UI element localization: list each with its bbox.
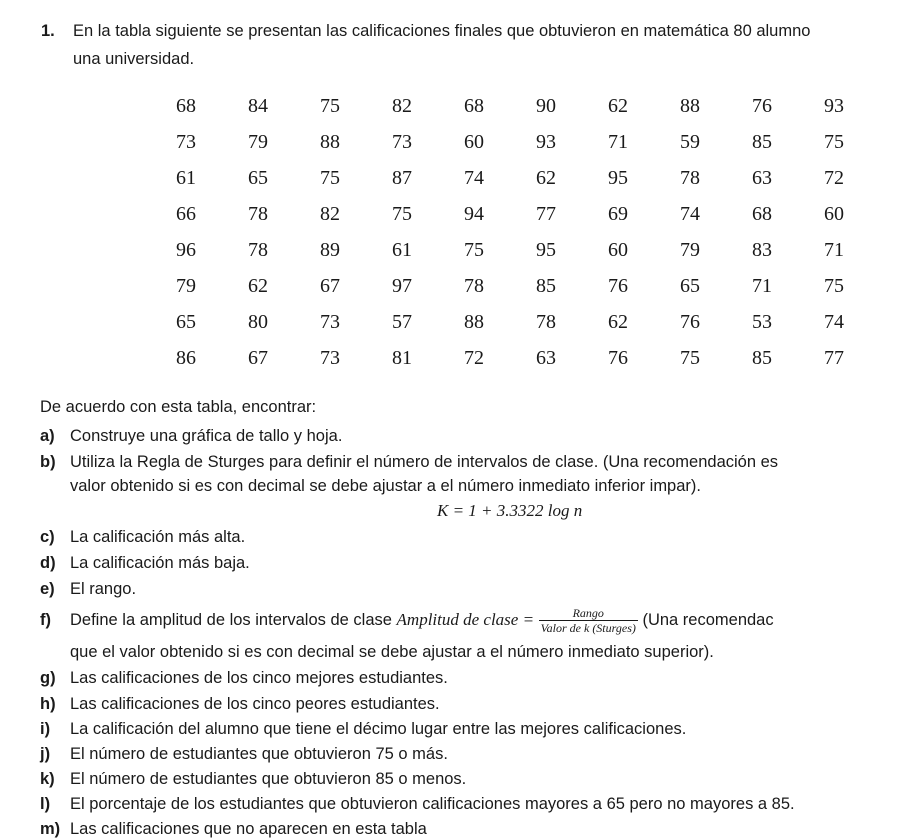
item-e-label: e) <box>40 580 55 598</box>
grade-cell: 74 <box>824 311 844 333</box>
grade-cell: 74 <box>680 203 700 225</box>
question-text-line2: una universidad. <box>73 50 195 68</box>
grade-cell: 73 <box>320 311 340 333</box>
item-a-label: a) <box>40 427 55 445</box>
grade-cell: 97 <box>392 275 412 297</box>
grade-cell: 61 <box>176 167 196 189</box>
grade-cell: 83 <box>752 239 772 261</box>
grade-cell: 93 <box>536 131 556 153</box>
instructions-intro: De acuerdo con esta tabla, encontrar: <box>40 398 317 416</box>
grade-cell: 80 <box>248 311 268 333</box>
item-g <box>40 669 448 688</box>
item-k <box>40 770 466 789</box>
item-h-label: h) <box>40 695 56 713</box>
grade-cell: 74 <box>464 167 484 189</box>
grade-cell: 57 <box>392 311 412 333</box>
grade-cell: 65 <box>248 167 268 189</box>
grade-cell: 87 <box>392 167 412 189</box>
grade-cell: 62 <box>608 311 628 333</box>
grades-row <box>150 196 870 232</box>
grade-cell: 75 <box>320 167 340 189</box>
grade-cell: 76 <box>680 311 700 333</box>
item-d-label: d) <box>40 554 56 572</box>
grade-cell: 79 <box>248 131 268 153</box>
grade-cell: 62 <box>248 275 268 297</box>
grades-row <box>150 340 870 376</box>
grade-cell: 68 <box>464 95 484 117</box>
grade-cell: 89 <box>320 239 340 261</box>
question-text-line1: En la tabla siguiente se presentan las calificaciones finales que obtuvieron en matemática 80 alumno <box>73 22 811 40</box>
grade-cell: 71 <box>752 275 772 297</box>
grade-cell: 75 <box>320 95 340 117</box>
sturges-formula: K = 1 + 3.3322 log n <box>437 501 583 520</box>
grade-cell: 86 <box>176 347 196 369</box>
grade-cell: 75 <box>824 275 844 297</box>
grade-cell: 96 <box>176 239 196 261</box>
item-d-text: La calificación más baja. <box>70 554 250 572</box>
grade-cell: 77 <box>824 347 844 369</box>
item-b-label: b) <box>40 453 56 471</box>
grade-cell: 76 <box>608 275 628 297</box>
grade-cell: 75 <box>392 203 412 225</box>
grade-cell: 65 <box>680 275 700 297</box>
item-b-text: Utiliza la Regla de Sturges para definir el número de intervalos de clase. (Una recomendación es <box>70 453 779 471</box>
grade-cell: 78 <box>248 203 268 225</box>
grade-cell: 59 <box>680 131 700 153</box>
grade-cell: 76 <box>752 95 772 117</box>
grade-cell: 94 <box>464 203 484 225</box>
item-a <box>40 427 342 446</box>
item-e <box>40 580 136 599</box>
item-c <box>40 528 245 547</box>
item-f-text: Define la amplitud de los intervalos de clase <box>70 610 392 629</box>
item-l-text: El porcentaje de los estudiantes que obtuvieron calificaciones mayores a 65 pero no mayores a 85. <box>70 795 795 813</box>
grade-cell: 53 <box>752 311 772 333</box>
amplitude-formula-lhs: Amplitud de clase = <box>396 609 535 629</box>
grade-cell: 72 <box>824 167 844 189</box>
grade-cell: 88 <box>320 131 340 153</box>
question-number: 1. <box>41 22 55 40</box>
grade-cell: 79 <box>680 239 700 261</box>
item-k-label: k) <box>40 770 55 788</box>
grade-cell: 62 <box>536 167 556 189</box>
grades-table <box>150 88 870 376</box>
item-f-text-post: (Una recomendac <box>642 610 774 629</box>
grades-row <box>150 268 870 304</box>
item-a-text: Construye una gráfica de tallo y hoja. <box>70 427 343 445</box>
item-d <box>40 554 250 573</box>
item-e-text: El rango. <box>70 580 137 598</box>
grade-cell: 68 <box>752 203 772 225</box>
grade-cell: 76 <box>608 347 628 369</box>
item-j <box>40 745 448 764</box>
grade-cell: 85 <box>752 347 772 369</box>
item-f <box>40 606 774 635</box>
grade-cell: 85 <box>752 131 772 153</box>
grade-cell: 84 <box>248 95 268 117</box>
grade-cell: 60 <box>824 203 844 225</box>
grade-cell: 60 <box>608 239 628 261</box>
grade-cell: 60 <box>464 131 484 153</box>
grades-row <box>150 88 870 124</box>
grade-cell: 67 <box>320 275 340 297</box>
grade-cell: 82 <box>320 203 340 225</box>
fraction-denominator: Valor de k (Sturges) <box>540 621 636 635</box>
grade-cell: 77 <box>536 203 556 225</box>
grade-cell: 78 <box>464 275 484 297</box>
grade-cell: 71 <box>824 239 844 261</box>
item-b <box>40 453 778 472</box>
grade-cell: 61 <box>392 239 412 261</box>
item-l-label: l) <box>40 795 51 813</box>
item-i <box>40 720 686 739</box>
fraction-numerator: Rango <box>539 606 638 621</box>
item-m-text: Las calificaciones que no aparecen en esta tabla <box>70 820 427 838</box>
grades-row <box>150 232 870 268</box>
grade-cell: 69 <box>608 203 628 225</box>
item-i-label: i) <box>40 720 51 738</box>
grade-cell: 68 <box>176 95 196 117</box>
item-g-text: Las calificaciones de los cinco mejores estudiantes. <box>70 669 448 687</box>
grade-cell: 78 <box>248 239 268 261</box>
item-f-continuation: que el valor obtenido si es con decimal se debe ajustar a el número inmediato superior). <box>70 643 714 661</box>
item-c-label: c) <box>40 528 55 546</box>
grades-row <box>150 124 870 160</box>
grade-cell: 82 <box>392 95 412 117</box>
grade-cell: 78 <box>536 311 556 333</box>
grade-cell: 71 <box>608 131 628 153</box>
item-c-text: La calificación más alta. <box>70 528 246 546</box>
item-m-label: m) <box>40 820 61 838</box>
item-h <box>40 695 440 714</box>
item-j-text: El número de estudiantes que obtuvieron 75 o más. <box>70 745 448 763</box>
item-b-continuation: valor obtenido si es con decimal se debe ajustar a el número inmediato inferior impar). <box>70 477 701 495</box>
grade-cell: 81 <box>392 347 412 369</box>
grade-cell: 73 <box>176 131 196 153</box>
item-h-text: Las calificaciones de los cinco peores estudiantes. <box>70 695 440 713</box>
item-l <box>40 795 795 814</box>
grade-cell: 78 <box>680 167 700 189</box>
item-i-text: La calificación del alumno que tiene el décimo lugar entre las mejores calificaciones. <box>70 720 687 738</box>
grade-cell: 63 <box>752 167 772 189</box>
grade-cell: 73 <box>392 131 412 153</box>
grade-cell: 75 <box>680 347 700 369</box>
grade-cell: 88 <box>680 95 700 117</box>
amplitude-fraction <box>539 606 638 635</box>
grade-cell: 73 <box>320 347 340 369</box>
item-g-label: g) <box>40 669 56 687</box>
grade-cell: 66 <box>176 203 196 225</box>
item-j-label: j) <box>40 745 51 763</box>
grade-cell: 75 <box>824 131 844 153</box>
grade-cell: 93 <box>824 95 844 117</box>
grade-cell: 88 <box>464 311 484 333</box>
grade-cell: 65 <box>176 311 196 333</box>
grade-cell: 79 <box>176 275 196 297</box>
item-m <box>40 820 427 839</box>
item-k-text: El número de estudiantes que obtuvieron 85 o menos. <box>70 770 467 788</box>
grade-cell: 90 <box>536 95 556 117</box>
grade-cell: 62 <box>608 95 628 117</box>
item-f-label: f) <box>40 610 51 629</box>
grade-cell: 75 <box>464 239 484 261</box>
grade-cell: 63 <box>536 347 556 369</box>
grade-cell: 95 <box>608 167 628 189</box>
grades-row <box>150 160 870 196</box>
grade-cell: 95 <box>536 239 556 261</box>
grade-cell: 85 <box>536 275 556 297</box>
grade-cell: 67 <box>248 347 268 369</box>
grades-row <box>150 304 870 340</box>
grade-cell: 72 <box>464 347 484 369</box>
